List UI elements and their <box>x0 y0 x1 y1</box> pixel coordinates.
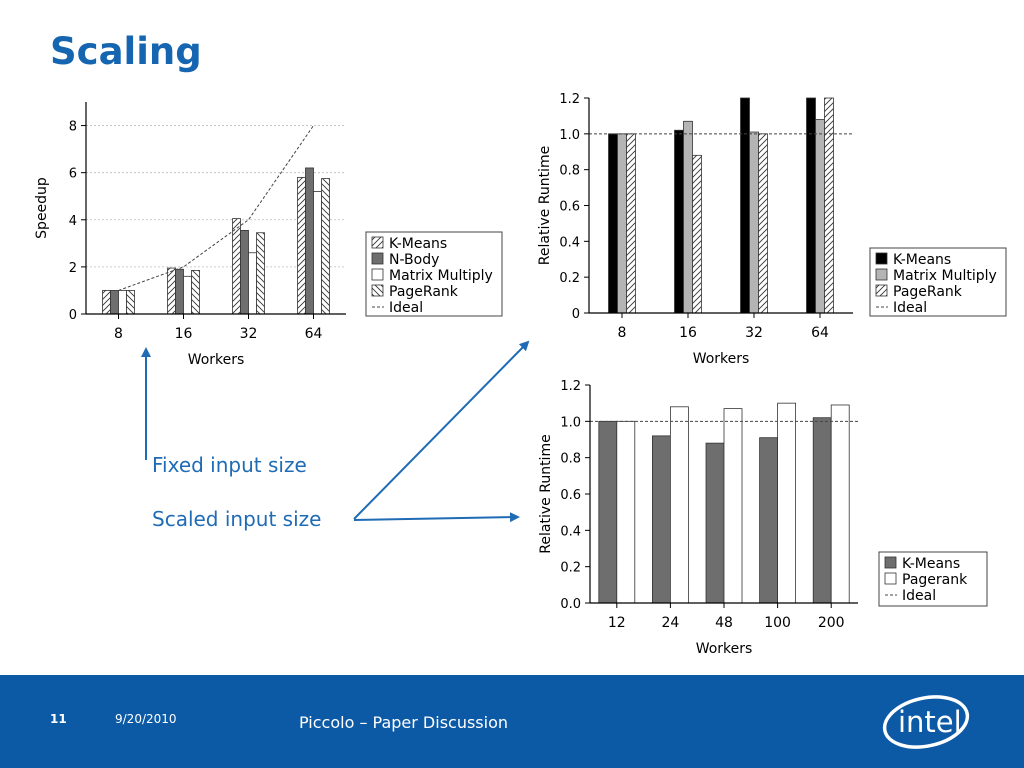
legend-label-pagerank: PageRank <box>389 284 458 300</box>
footer-bar <box>0 675 1024 768</box>
y-tick-label: 0 <box>68 308 77 323</box>
x-tick-label: 16 <box>679 325 697 341</box>
x-tick-label: 32 <box>745 325 763 341</box>
legend-label-ideal: Ideal <box>893 300 928 316</box>
y-tick-label: 2 <box>68 260 77 276</box>
y-axis-label: Relative Runtime <box>537 145 553 266</box>
x-tick-label: 16 <box>174 326 193 342</box>
y-tick-label: 0.4 <box>559 235 580 251</box>
svg-text:intel: intel <box>898 705 962 739</box>
legend-label-matrix-multiply: Matrix Multiply <box>893 268 997 284</box>
legend-label-k-means: K-Means <box>902 556 961 572</box>
x-tick-label: 12 <box>607 615 626 631</box>
y-tick-label: 0 <box>571 307 580 322</box>
y-axis-label: Speedup <box>34 177 50 239</box>
legend-label-pagerank: Pagerank <box>902 572 968 588</box>
y-tick-label: 0.0 <box>560 597 581 612</box>
legend-label-k-means: K-Means <box>893 252 952 268</box>
y-tick-label: 1.2 <box>559 92 580 107</box>
x-axis-label: Workers <box>187 352 245 368</box>
x-tick-label: 64 <box>304 326 323 342</box>
fixed-input-size-label: Fixed input size <box>152 453 307 477</box>
y-tick-label: 0.2 <box>559 271 580 287</box>
y-tick-label: 0.6 <box>560 488 581 503</box>
slide-number: 11 <box>50 712 67 726</box>
y-tick-label: 4 <box>68 213 77 229</box>
slide-title: Scaling <box>50 30 202 73</box>
scaled-size-arrow-upper <box>354 342 528 519</box>
x-tick-label: 8 <box>114 326 123 342</box>
y-tick-label: 0.8 <box>559 163 580 179</box>
x-tick-label: 24 <box>661 615 680 631</box>
legend-label-ideal: Ideal <box>902 588 937 604</box>
x-tick-label: 8 <box>617 325 627 341</box>
x-tick-label: 100 <box>764 615 791 631</box>
footer-presentation-title: Piccolo – Paper Discussion <box>299 713 509 732</box>
y-axis-label: Relative Runtime <box>538 434 554 554</box>
scaled-size-arrow-lower <box>354 517 518 520</box>
x-tick-label: 200 <box>817 615 845 631</box>
y-tick-label: 0.4 <box>560 524 581 540</box>
x-tick-label: 48 <box>715 615 733 631</box>
intel-logo <box>878 689 978 749</box>
y-tick-label: 1.2 <box>560 379 581 394</box>
y-tick-label: 1.0 <box>559 127 580 143</box>
y-tick-label: 0.2 <box>560 560 581 576</box>
legend-label-pagerank: PageRank <box>893 284 962 300</box>
x-axis-label: Workers <box>695 641 753 657</box>
scaled-input-size-label: Scaled input size <box>152 507 322 531</box>
legend-label-matrix-multiply: Matrix Multiply <box>389 268 493 284</box>
y-tick-label: 8 <box>68 119 77 135</box>
slide-date: 9/20/2010 <box>115 712 177 726</box>
legend-label-ideal: Ideal <box>389 300 424 316</box>
y-tick-label: 0.6 <box>559 199 580 215</box>
y-tick-label: 1.0 <box>560 415 581 431</box>
y-tick-label: 0.8 <box>560 451 581 467</box>
x-tick-label: 64 <box>811 325 829 341</box>
legend-label-n-body: N-Body <box>389 252 440 268</box>
x-axis-label: Workers <box>692 351 750 367</box>
x-tick-label: 32 <box>239 326 258 342</box>
y-tick-label: 6 <box>68 166 77 182</box>
legend-label-k-means: K-Means <box>389 236 448 252</box>
